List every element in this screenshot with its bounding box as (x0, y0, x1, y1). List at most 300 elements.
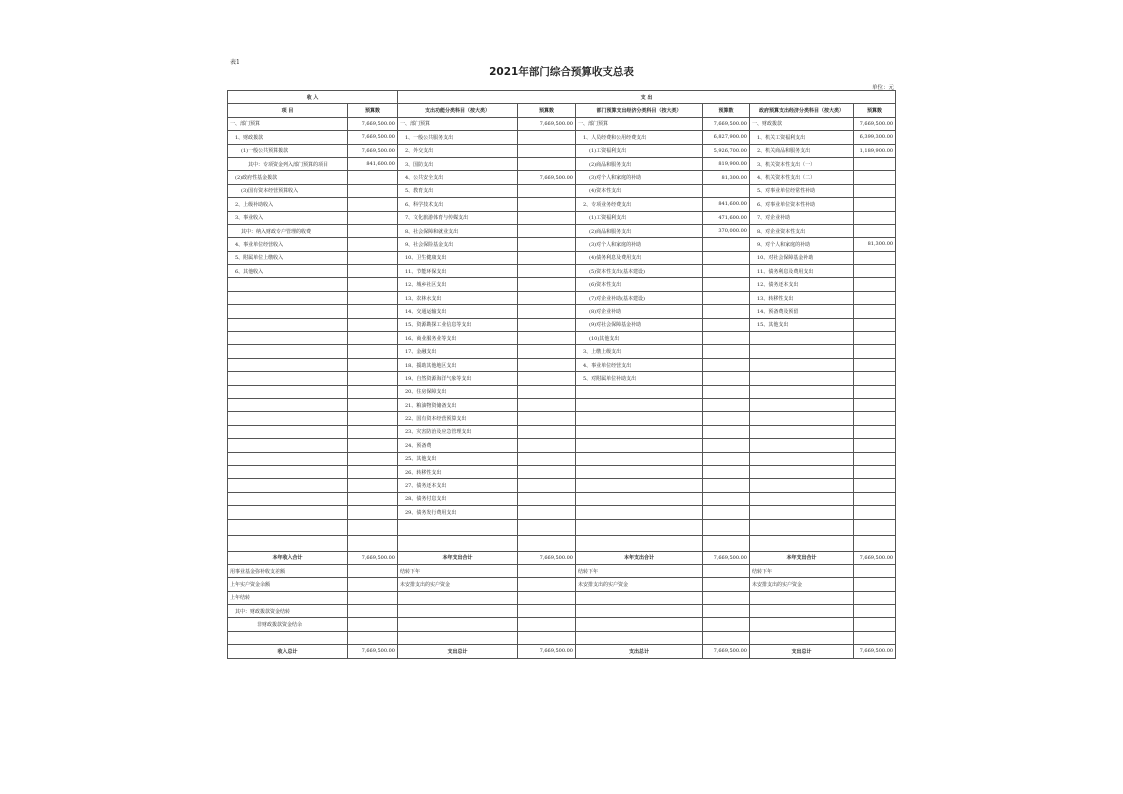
item-cell: 8、对企业资本性支出 (750, 224, 854, 237)
budget-cell (703, 519, 750, 535)
budget-cell (348, 345, 398, 358)
budget-cell (518, 452, 576, 465)
table-row (228, 618, 896, 631)
table-row (228, 157, 896, 170)
item-cell: (6)资本性支出 (576, 278, 703, 291)
item-cell: 3、机关资本性支出（一） (750, 157, 854, 170)
table-row (228, 492, 896, 505)
unit-label: 单位：元 (871, 85, 894, 91)
budget-cell (518, 332, 576, 345)
budget-cell: 1,189,900.00 (854, 144, 896, 157)
budget-cell (854, 171, 896, 184)
table-row (228, 238, 896, 251)
item-cell (576, 398, 703, 411)
item-cell (576, 618, 703, 631)
item-cell: 26、转移性支出 (398, 465, 518, 478)
budget-cell (518, 238, 576, 251)
item-cell (750, 535, 854, 551)
budget-cell (518, 578, 576, 591)
item-cell: 5、对附属单位补助支出 (576, 372, 703, 385)
table-row (228, 211, 896, 224)
item-cell: 4、机关资本性支出（二） (750, 171, 854, 184)
item-cell: 14、交通运输支出 (398, 305, 518, 318)
budget-cell (854, 452, 896, 465)
table-row (228, 645, 896, 658)
item-cell (750, 452, 854, 465)
table-row (228, 439, 896, 452)
item-cell: 11、节能环保支出 (398, 265, 518, 278)
item-cell: (5)资本性支出(基本建设) (576, 265, 703, 278)
item-cell: 一、部门预算 (576, 117, 703, 130)
budget-cell (703, 465, 750, 478)
budget-cell (703, 358, 750, 371)
item-cell: 1、一般公共服务支出 (398, 131, 518, 144)
budget-cell (703, 318, 750, 331)
budget-cell (854, 631, 896, 644)
item-cell: 支出总计 (398, 645, 518, 658)
budget-cell (518, 157, 576, 170)
budget-cell (854, 605, 896, 618)
budget-cell (348, 265, 398, 278)
budget-cell (348, 398, 398, 411)
budget-cell (348, 591, 398, 604)
table-row (228, 251, 896, 264)
budget-cell (854, 465, 896, 478)
item-cell: 上年实户资金余额 (228, 578, 348, 591)
budget-cell: 7,669,500.00 (348, 551, 398, 564)
budget-cell (703, 506, 750, 519)
item-cell: 1、人员经费和公用经费支出 (576, 131, 703, 144)
budget-cell: 6,399,300.00 (854, 131, 896, 144)
budget-cell (348, 318, 398, 331)
item-cell (228, 631, 348, 644)
item-cell (576, 506, 703, 519)
item-cell (228, 506, 348, 519)
item-cell (398, 618, 518, 631)
item-cell (750, 465, 854, 478)
item-cell: 一、部门预算 (398, 117, 518, 130)
budget-cell (518, 631, 576, 644)
col-budget: 预算数 (518, 104, 576, 117)
budget-cell (703, 238, 750, 251)
item-cell (576, 631, 703, 644)
budget-cell (854, 224, 896, 237)
item-cell: (4)债务利息及费用支出 (576, 251, 703, 264)
item-cell: 本年支出合计 (398, 551, 518, 564)
budget-cell (703, 564, 750, 577)
budget-cell (703, 265, 750, 278)
budget-cell (348, 251, 398, 264)
budget-cell: 7,669,500.00 (703, 645, 750, 658)
item-cell (576, 385, 703, 398)
item-cell: 一、部门预算 (228, 117, 348, 130)
item-cell: 本年支出合计 (750, 551, 854, 564)
budget-cell (518, 605, 576, 618)
budget-cell (518, 519, 576, 535)
item-cell (750, 358, 854, 371)
item-cell (228, 452, 348, 465)
item-cell: 6、其他收入 (228, 265, 348, 278)
item-cell: 25、其他支出 (398, 452, 518, 465)
table-row (228, 535, 896, 551)
item-cell: 5、教育支出 (398, 184, 518, 197)
item-cell: 4、事业单位经营收入 (228, 238, 348, 251)
budget-cell: 471,600.00 (703, 211, 750, 224)
budget-cell (854, 332, 896, 345)
item-cell: 2、外交支出 (398, 144, 518, 157)
budget-cell (348, 278, 398, 291)
budget-cell (518, 479, 576, 492)
table-row (228, 425, 896, 438)
col-dept: 部门预算支出经济分类科目（按大类） (576, 104, 703, 117)
item-cell (576, 492, 703, 505)
budget-cell: 7,669,500.00 (854, 551, 896, 564)
item-cell: 收入总计 (228, 645, 348, 658)
budget-cell (518, 439, 576, 452)
item-cell (228, 278, 348, 291)
item-cell (576, 591, 703, 604)
budget-cell (348, 372, 398, 385)
budget-cell (518, 591, 576, 604)
budget-cell: 7,669,500.00 (348, 131, 398, 144)
budget-cell (348, 385, 398, 398)
budget-cell (518, 358, 576, 371)
item-cell: 4、事业单位经营支出 (576, 358, 703, 371)
item-cell (576, 412, 703, 425)
item-cell: (3)国有资本经营预算收入 (228, 184, 348, 197)
item-cell: 其中：纳入财政专户管理的收费 (228, 224, 348, 237)
budget-cell (348, 618, 398, 631)
item-cell (228, 519, 348, 535)
budget-cell (854, 184, 896, 197)
budget-cell (348, 465, 398, 478)
item-cell (750, 332, 854, 345)
budget-cell (854, 591, 896, 604)
budget-cell (348, 535, 398, 551)
item-cell: 非财政拨款资金结余 (228, 618, 348, 631)
budget-cell (348, 332, 398, 345)
col-budget: 预算数 (703, 104, 750, 117)
budget-cell (348, 564, 398, 577)
item-cell: 3、上缴上级支出 (576, 345, 703, 358)
budget-cell (518, 278, 576, 291)
item-cell: 18、援助其他地区支出 (398, 358, 518, 371)
col-budget: 预算数 (348, 104, 398, 117)
item-cell (750, 591, 854, 604)
item-cell: 15、其他支出 (750, 318, 854, 331)
budget-cell (854, 519, 896, 535)
budget-cell (348, 412, 398, 425)
budget-cell (518, 564, 576, 577)
budget-cell: 841,600.00 (703, 198, 750, 211)
budget-cell: 7,669,500.00 (518, 171, 576, 184)
budget-cell: 81,300.00 (703, 171, 750, 184)
item-cell: 本年支出合计 (576, 551, 703, 564)
budget-cell (854, 265, 896, 278)
item-cell: 13、转移性支出 (750, 291, 854, 304)
budget-cell (518, 385, 576, 398)
item-cell (228, 291, 348, 304)
item-cell: (7)对企业补助(基本建设) (576, 291, 703, 304)
item-cell (576, 465, 703, 478)
budget-cell (854, 372, 896, 385)
table-row (228, 305, 896, 318)
budget-cell (518, 492, 576, 505)
item-cell: (2)商品和服务支出 (576, 224, 703, 237)
budget-cell (703, 412, 750, 425)
budget-cell (348, 224, 398, 237)
budget-cell (854, 506, 896, 519)
budget-cell: 7,669,500.00 (348, 144, 398, 157)
budget-cell (703, 305, 750, 318)
item-cell: 12、债务还本支出 (750, 278, 854, 291)
item-cell: 4、公共安全支出 (398, 171, 518, 184)
table-row (228, 479, 896, 492)
table-row (228, 171, 896, 184)
item-cell (750, 412, 854, 425)
table-row (228, 358, 896, 371)
item-cell: (1)一般公共预算拨款 (228, 144, 348, 157)
budget-cell (854, 385, 896, 398)
item-cell: (2)商品和服务支出 (576, 157, 703, 170)
budget-cell (518, 251, 576, 264)
budget-cell (703, 291, 750, 304)
budget-cell (703, 332, 750, 345)
budget-cell (854, 535, 896, 551)
table-row (228, 265, 896, 278)
budget-cell (703, 605, 750, 618)
item-cell: 支出总计 (750, 645, 854, 658)
item-cell: 20、住房保障支出 (398, 385, 518, 398)
budget-cell: 7,669,500.00 (518, 551, 576, 564)
budget-cell (518, 211, 576, 224)
item-cell (398, 519, 518, 535)
item-cell (750, 492, 854, 505)
table-row (228, 184, 896, 197)
item-cell: (4)资本性支出 (576, 184, 703, 197)
item-cell: 未安排支出的实户资金 (750, 578, 854, 591)
item-cell (228, 492, 348, 505)
budget-cell (703, 578, 750, 591)
budget-cell (703, 184, 750, 197)
budget-cell (854, 479, 896, 492)
table-row (228, 452, 896, 465)
budget-cell (854, 198, 896, 211)
budget-cell (703, 251, 750, 264)
item-cell: 8、社会保障和就业支出 (398, 224, 518, 237)
budget-cell (348, 238, 398, 251)
item-cell: 15、资源勘探工业信息等支出 (398, 318, 518, 331)
budget-cell: 6,827,900.00 (703, 131, 750, 144)
budget-cell (854, 251, 896, 264)
budget-cell (854, 305, 896, 318)
item-cell (228, 332, 348, 345)
budget-cell (348, 171, 398, 184)
budget-cell (703, 591, 750, 604)
budget-cell (854, 578, 896, 591)
item-cell: 10、对社会保障基金补助 (750, 251, 854, 264)
budget-cell (703, 439, 750, 452)
table-row (228, 591, 896, 604)
budget-cell (348, 439, 398, 452)
item-cell (576, 535, 703, 551)
budget-cell (703, 425, 750, 438)
table-row (228, 198, 896, 211)
item-cell (576, 439, 703, 452)
item-cell (228, 372, 348, 385)
item-cell (576, 519, 703, 535)
budget-cell (518, 412, 576, 425)
table-row (228, 605, 896, 618)
budget-cell (348, 211, 398, 224)
item-cell: 3、事业收入 (228, 211, 348, 224)
budget-cell (518, 224, 576, 237)
budget-cell (518, 535, 576, 551)
budget-cell (518, 291, 576, 304)
budget-cell (518, 398, 576, 411)
budget-cell (854, 358, 896, 371)
item-cell: 24、预备费 (398, 439, 518, 452)
budget-cell (348, 305, 398, 318)
item-cell: 17、金融支出 (398, 345, 518, 358)
budget-cell (854, 278, 896, 291)
budget-cell (518, 198, 576, 211)
budget-cell (518, 618, 576, 631)
item-cell: 16、商业服务业等支出 (398, 332, 518, 345)
item-cell: 13、农林水支出 (398, 291, 518, 304)
item-cell: 23、灾害防治及应急管理支出 (398, 425, 518, 438)
budget-cell (703, 345, 750, 358)
budget-cell (854, 291, 896, 304)
budget-cell (348, 519, 398, 535)
item-cell: 1、机关工资福利支出 (750, 131, 854, 144)
table-row (228, 291, 896, 304)
item-cell: 19、自然资源海洋气象等支出 (398, 372, 518, 385)
col-func: 支出功能分类科目（按大类） (398, 104, 518, 117)
item-cell: (2)政府性基金拨款 (228, 171, 348, 184)
item-cell: 10、卫生健康支出 (398, 251, 518, 264)
item-cell: 未安排支出的实户资金 (576, 578, 703, 591)
item-cell: 未安排支出的实户资金 (398, 578, 518, 591)
budget-cell: 5,926,700.00 (703, 144, 750, 157)
item-cell: 其中：专项资金列入部门预算的项目 (228, 157, 348, 170)
item-cell (750, 618, 854, 631)
item-cell (750, 506, 854, 519)
table-row (228, 318, 896, 331)
budget-cell (703, 278, 750, 291)
item-cell: (8)对企业补助 (576, 305, 703, 318)
budget-cell (703, 535, 750, 551)
budget-cell (854, 564, 896, 577)
item-cell: (1)工资福利支出 (576, 144, 703, 157)
budget-cell (518, 318, 576, 331)
budget-cell (854, 492, 896, 505)
item-cell: (10)其他支出 (576, 332, 703, 345)
item-cell (750, 479, 854, 492)
item-cell: 结转下年 (750, 564, 854, 577)
item-cell (576, 605, 703, 618)
budget-cell (854, 318, 896, 331)
budget-cell (703, 452, 750, 465)
item-cell: 支出总计 (576, 645, 703, 658)
budget-cell (703, 492, 750, 505)
item-cell: 5、对事业单位经常性补助 (750, 184, 854, 197)
budget-cell (348, 184, 398, 197)
item-cell: 上年结转 (228, 591, 348, 604)
budget-cell (703, 372, 750, 385)
table-row (228, 278, 896, 291)
item-cell (398, 591, 518, 604)
table-row (228, 506, 896, 519)
budget-cell (348, 605, 398, 618)
item-cell: 22、国有资本经营预算支出 (398, 412, 518, 425)
budget-cell (348, 492, 398, 505)
item-cell: (3)对个人和家庭的补助 (576, 238, 703, 251)
budget-cell: 7,669,500.00 (703, 117, 750, 130)
budget-cell (703, 631, 750, 644)
budget-table (227, 90, 896, 659)
item-cell (228, 345, 348, 358)
item-cell (228, 535, 348, 551)
item-cell: 用事业基金弥补收支差额 (228, 564, 348, 577)
col-item: 项 目 (228, 104, 348, 117)
budget-cell (854, 157, 896, 170)
item-cell (398, 535, 518, 551)
budget-cell: 7,669,500.00 (518, 645, 576, 658)
budget-cell (703, 398, 750, 411)
table-row (228, 372, 896, 385)
budget-cell (518, 265, 576, 278)
budget-cell (854, 345, 896, 358)
budget-cell (518, 305, 576, 318)
item-cell: 其中：财政拨款资金结转 (228, 605, 348, 618)
item-cell: 12、城乡社区支出 (398, 278, 518, 291)
page-title: 2021年部门综合预算收支总表 (489, 66, 634, 78)
col-gov: 政府预算支出经济分类科目（按大类） (750, 104, 854, 117)
item-cell (750, 631, 854, 644)
item-cell: 9、社会保险基金支出 (398, 238, 518, 251)
item-cell: (1)工资福利支出 (576, 211, 703, 224)
budget-cell (518, 144, 576, 157)
item-cell: (3)对个人和家庭的补助 (576, 171, 703, 184)
expense-header: 支 出 (398, 91, 896, 104)
budget-cell: 370,000.00 (703, 224, 750, 237)
table-row (228, 465, 896, 478)
budget-cell (348, 631, 398, 644)
table-row (228, 117, 896, 130)
budget-cell: 7,669,500.00 (854, 117, 896, 130)
budget-cell (854, 211, 896, 224)
item-cell (750, 372, 854, 385)
budget-cell (348, 291, 398, 304)
item-cell: 2、上级补助收入 (228, 198, 348, 211)
table-row (228, 551, 896, 564)
item-cell (228, 412, 348, 425)
item-cell: 27、债务还本支出 (398, 479, 518, 492)
budget-cell (348, 578, 398, 591)
table-row (228, 564, 896, 577)
item-cell (576, 425, 703, 438)
table-row (228, 131, 896, 144)
item-cell (228, 425, 348, 438)
budget-cell (854, 425, 896, 438)
table-row (228, 519, 896, 535)
item-cell: 2、机关商品和服务支出 (750, 144, 854, 157)
item-cell: 5、附属单位上缴收入 (228, 251, 348, 264)
budget-cell (518, 506, 576, 519)
table-row (228, 385, 896, 398)
budget-cell (348, 425, 398, 438)
